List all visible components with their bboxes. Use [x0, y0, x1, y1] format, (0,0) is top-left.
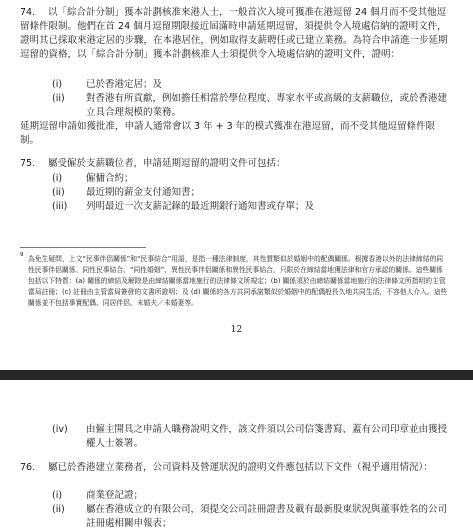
paragraph-74 [20, 6, 452, 62]
paragraph-text: 屬受僱於支薪職位者，申請延期逗留的證明文件可包括： [48, 158, 286, 169]
paragraph-76 [20, 461, 452, 475]
list-item-number: (iii) [52, 201, 68, 212]
list-item-number: (i) [52, 79, 63, 90]
list-item-text: 屬在香港成立的有限公司，須提交公司註冊證書及載有最新股東狀況與董事姓名的公司註冊處相關申報表； [86, 504, 448, 529]
page-separator-bar [0, 370, 473, 380]
paragraph-number: 75. [20, 158, 36, 169]
footnote-text: 為免生疑問，上文“民事伴侶關係”和“民事結合”用語，是指一種法律制度，其性質類似於婚姻中的配偶關係。根據香港以外的法律締結的同性民事伴侶關係、同性民事結合、“同性婚姻”、異性民事伴侶關係和異性民事結合，只限於在締結當地獲法律和官方承認的關係。這些關係包括以下特質：(a) 關係的締結及解除是由締結關係當地施行的法律條文所規定；(b) 關係須於由締結關係當地施行的法律條文所指明的主管當局註冊；(c) 註冊由主管當局簽發的文書所證明；及 (d) 關係的各方共同承諾類似於婚姻中的配偶般長久地共同生活，不容他人介入。這些關係並不包括事實配偶、同居伴侶、未婚夫／未婚妻等。 [28, 255, 448, 307]
list-item-text: 商業登記證； [86, 490, 144, 501]
page-number: 12 [230, 325, 243, 335]
paragraph-text: 屬已於香港建立業務者，公司資料及營運狀況的證明文件應包括以下文件（視乎適用情況）： [48, 462, 433, 473]
list-item-number: (i) [52, 490, 63, 501]
paragraph-text: 延期逗留申請如獲批准，申請人通常會以 3 年 + 3 年的模式獲准在港逗留，而不受其他逗留條件限制。 [20, 121, 436, 146]
list-item-number: (ii) [52, 93, 65, 104]
list-item-number: (i) [52, 173, 63, 184]
list-item-text: 已於香港定居；及 [86, 79, 163, 90]
paragraph-number: 74. [20, 7, 36, 18]
list-item-text: 僱傭合約； [86, 173, 134, 184]
paragraph-text: 以「綜合計分制」獲本計劃核准來港人士，一般首次入境可獲准在港逗留 24 個月而不受其他逗留條件限制。他們在首 24 個月逗留期限接近屆滿時申請延期逗留，須提供令入境處信納的證明文件，證明其已採取來港定居的步驟，在本港居住，例如取得支薪聘任或已建立業務。為符合申請進一步延期逗留的資格，以「綜合計分制」獲本計劃核准人士須提供令入境處信納的證明文件，證明： [20, 7, 448, 60]
footnote-marker: 9 [20, 252, 24, 258]
list-item-number: (ii) [52, 504, 65, 515]
paragraph-number: 76. [20, 462, 36, 473]
document-page-bottom [0, 382, 473, 531]
footnote-divider [20, 247, 146, 248]
list-item-text: 由僱主開具之申請人職務說明文件，該文件須以公司信箋書寫、蓋有公司印章並由獲授權人士簽署。 [86, 424, 448, 449]
list-item-number: (ii) [52, 187, 65, 198]
list-item-text: 最近期的薪金支付通知書； [86, 187, 201, 198]
list-item-number: (iv) [52, 424, 68, 435]
paragraph-75 [20, 157, 452, 171]
paragraph-74-closing [20, 120, 452, 148]
list-item-text: 對香港有所貢獻，例如擔任相當於學位程度、專家水平或高級的支薪職位，或於香港建立具合理規模的業務。 [86, 93, 448, 118]
list-item-text: 列明最近一次支薪記錄的最近期銀行通知書或存單；及 [86, 201, 315, 212]
